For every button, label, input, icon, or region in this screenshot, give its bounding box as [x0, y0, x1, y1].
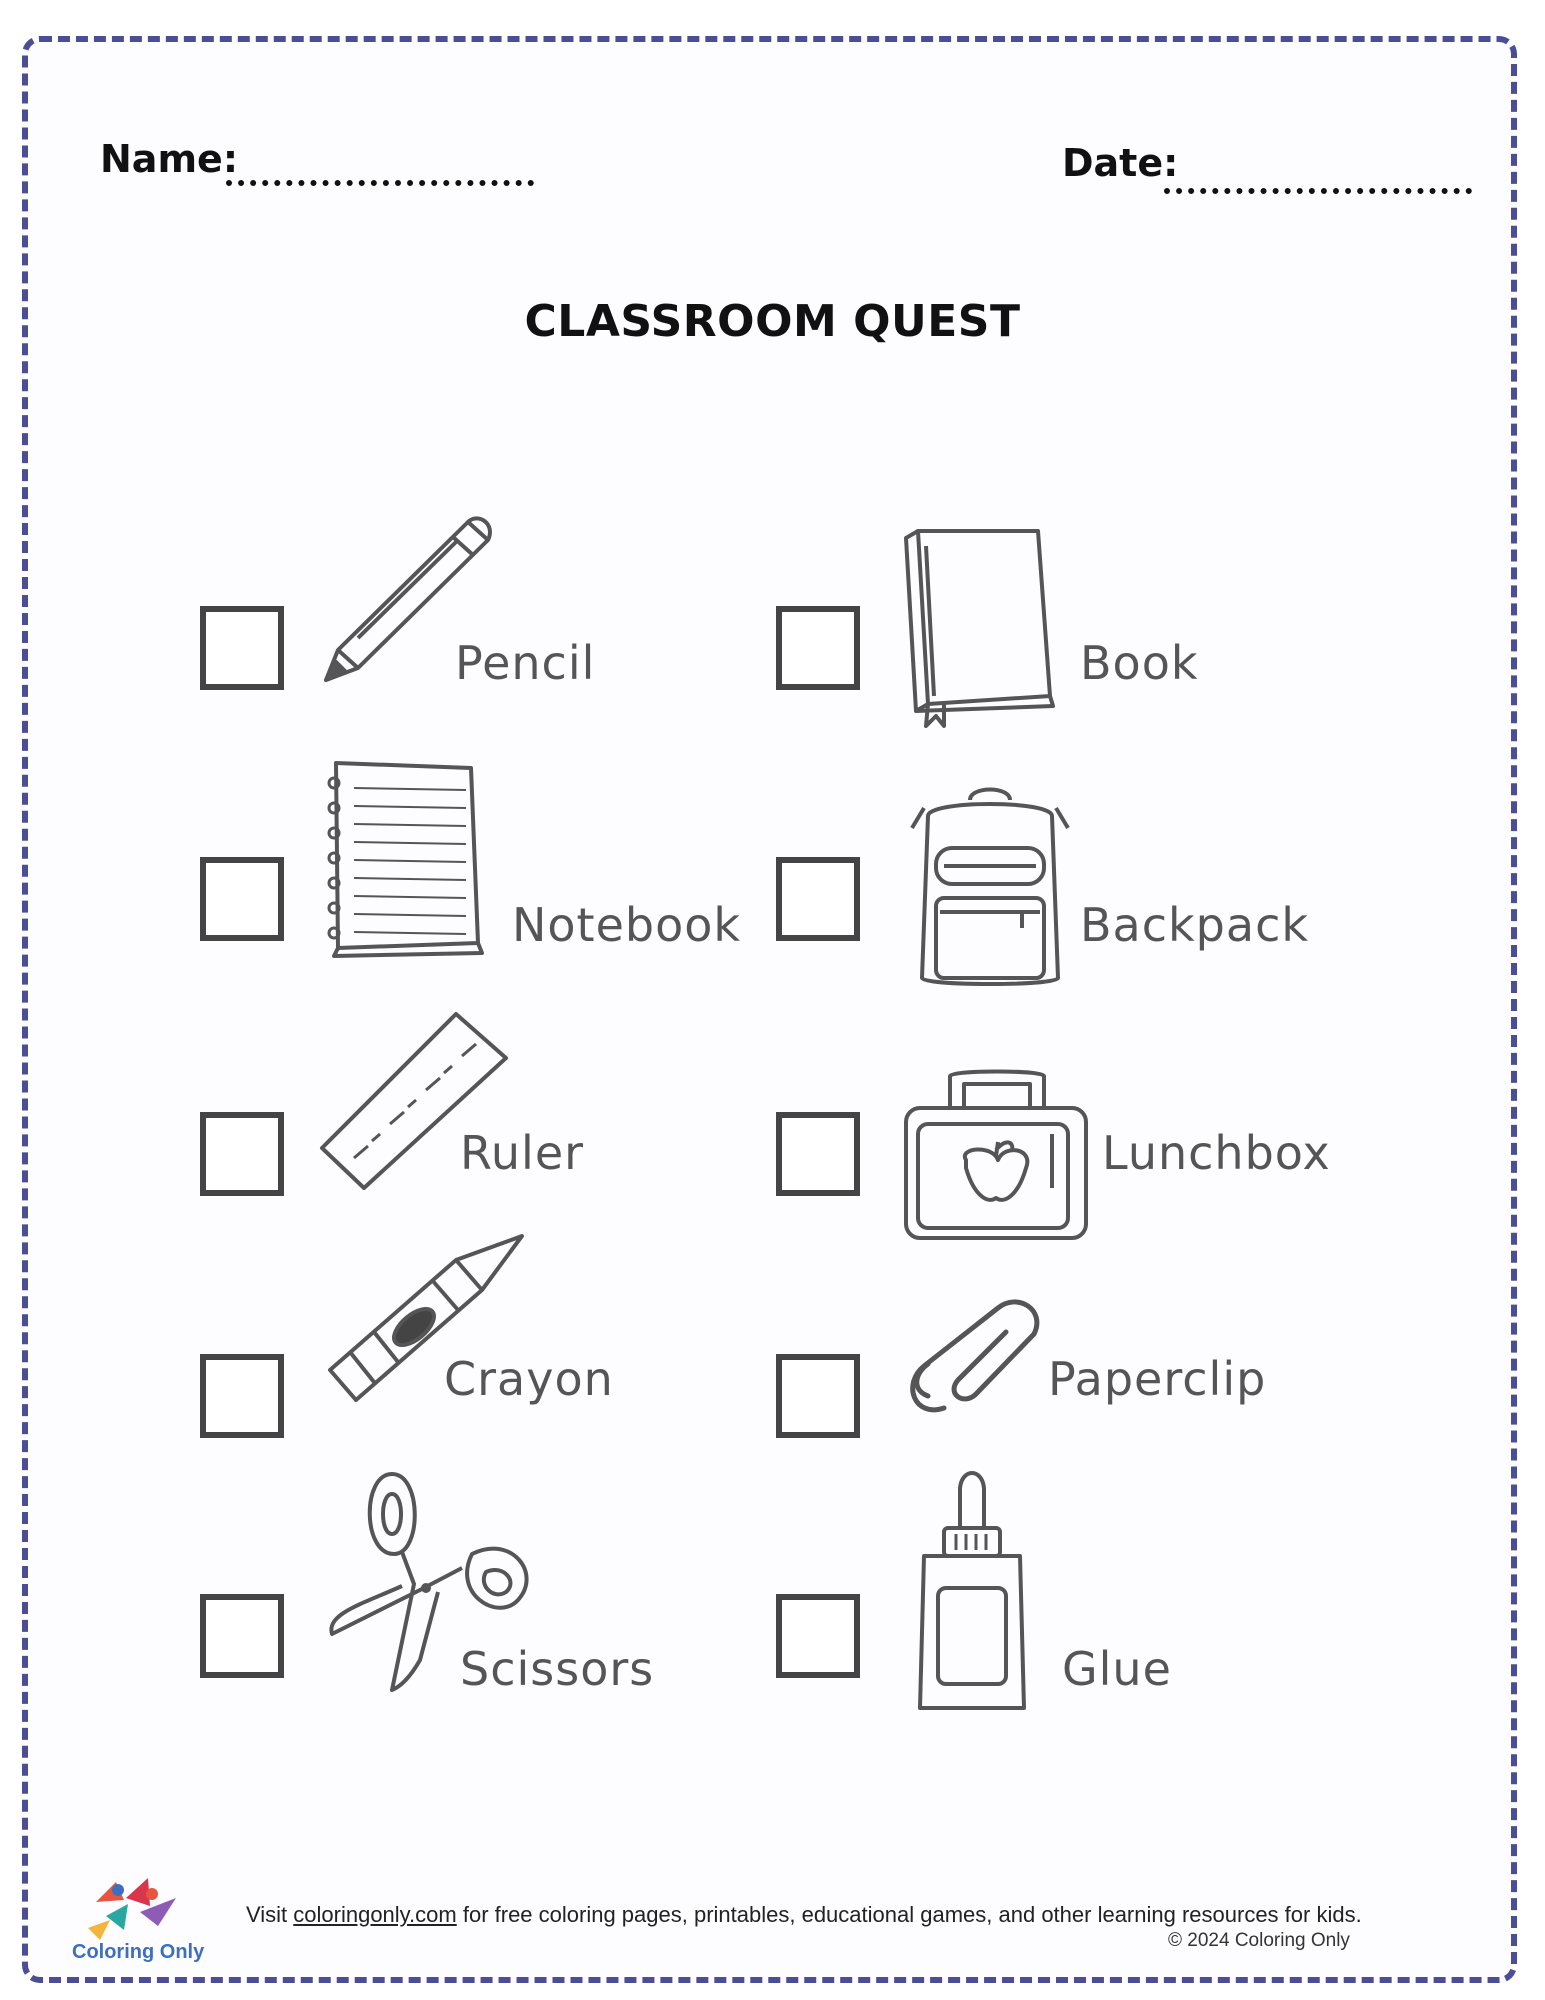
footer-visit-suffix: for free coloring pages, printables, educational games, and other learning resources for kids.: [456, 1902, 1362, 1927]
coloringonly-link[interactable]: coloringonly.com: [293, 1902, 457, 1927]
glue-checkbox[interactable]: [776, 1594, 860, 1678]
backpack-label: Backpack: [1080, 898, 1309, 952]
ruler-checkbox[interactable]: [200, 1112, 284, 1196]
scissors-checkbox[interactable]: [200, 1594, 284, 1678]
worksheet-title: CLASSROOM QUEST: [524, 296, 1021, 347]
date-label: Date:: [1062, 141, 1179, 185]
scissors-label: Scissors: [460, 1642, 655, 1696]
name-label: Name:: [100, 137, 239, 181]
lunchbox-icon: [902, 1068, 1092, 1243]
name-field[interactable]: [226, 180, 534, 186]
footer-text: [246, 1899, 1416, 1930]
paperclip-checkbox[interactable]: [776, 1354, 860, 1438]
notebook-icon: [326, 758, 486, 958]
book-checkbox[interactable]: [776, 606, 860, 690]
date-field[interactable]: [1164, 188, 1472, 194]
crayon-label: Crayon: [444, 1352, 614, 1406]
crayon-checkbox[interactable]: [200, 1354, 284, 1438]
glue-icon: [912, 1468, 1032, 1713]
book-icon: [898, 526, 1068, 741]
lunchbox-label: Lunchbox: [1102, 1126, 1331, 1180]
paperclip-label: Paperclip: [1048, 1352, 1267, 1406]
backpack-checkbox[interactable]: [776, 857, 860, 941]
lunchbox-checkbox[interactable]: [776, 1112, 860, 1196]
ruler-label: Ruler: [460, 1126, 585, 1180]
book-label: Book: [1080, 636, 1199, 690]
glue-label: Glue: [1062, 1642, 1172, 1696]
backpack-icon: [910, 788, 1070, 990]
pencil-checkbox[interactable]: [200, 606, 284, 690]
logo-text: Coloring Only: [72, 1941, 205, 1963]
pencil-label: Pencil: [455, 636, 596, 690]
notebook-checkbox[interactable]: [200, 857, 284, 941]
notebook-label: Notebook: [512, 898, 742, 952]
paperclip-icon: [906, 1298, 1046, 1428]
footer-visit-prefix: Visit: [246, 1902, 294, 1927]
copyright: © 2024 Coloring Only: [1168, 1930, 1350, 1951]
